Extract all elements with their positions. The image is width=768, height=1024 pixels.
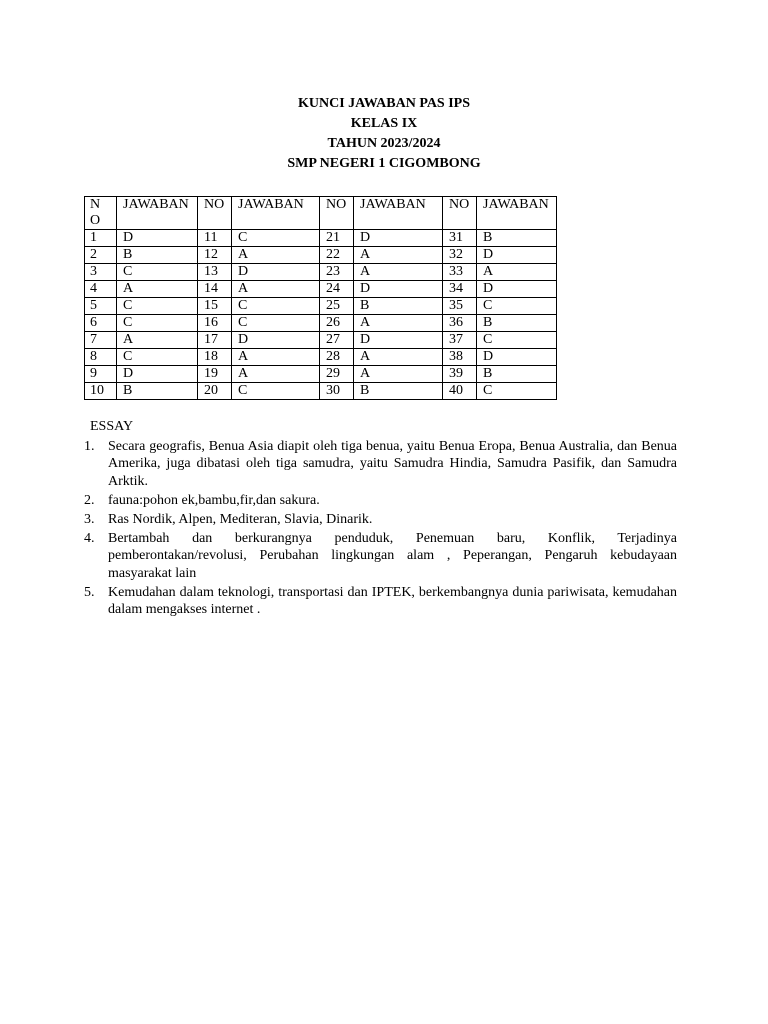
question-number-cell: 31: [443, 230, 477, 247]
essay-item-text: Ras Nordik, Alpen, Mediteran, Slavia, Dinarik.: [108, 511, 373, 527]
answer-cell: B: [354, 298, 443, 315]
answer-cell: D: [117, 366, 198, 383]
question-number-cell: 16: [198, 315, 232, 332]
question-number-cell: 39: [443, 366, 477, 383]
essay-item-number: 1.: [84, 438, 95, 454]
answer-cell: A: [354, 247, 443, 264]
answer-key-table: [84, 196, 557, 400]
question-number-cell: 6: [85, 315, 117, 332]
essay-item-text: Secara geografis, Benua Asia diapit oleh tiga benua, yaitu Benua Eropa, Benua Australia, dan Benua Amerika, juga dibatasi oleh tiga samudra, yaitu Samudra Hindia, Samudra Pasifik, dan Samudra Arktik.: [108, 438, 677, 489]
answer-cell: C: [232, 230, 320, 247]
question-number-cell: 36: [443, 315, 477, 332]
answer-cell: A: [477, 264, 557, 281]
essay-item: [84, 584, 677, 619]
question-number-cell: 4: [85, 281, 117, 298]
question-number-cell: 17: [198, 332, 232, 349]
essay-heading: ESSAY: [90, 419, 134, 434]
question-number-cell: 5: [85, 298, 117, 315]
essay-item: [84, 530, 677, 583]
essay-section: [84, 418, 677, 620]
table-row: [85, 298, 557, 315]
question-number-cell: 20: [198, 383, 232, 400]
table-row: [85, 383, 557, 400]
essay-item-text: Bertambah dan berkurangnya penduduk, Penemuan baru, Konflik, Terjadinya pemberontakan/revolusi, Perubahan lingkungan alam , Peperangan, Pengaruh kebudayaan masyarakat lain: [108, 530, 677, 581]
answer-cell: C: [477, 383, 557, 400]
question-number-cell: 35: [443, 298, 477, 315]
essay-item-text: Kemudahan dalam teknologi, transportasi dan IPTEK, berkembangnya dunia pariwisata, kemudahan dalam mengakses internet .: [108, 584, 677, 617]
essay-item-text: fauna:pohon ek,bambu,fir,dan sakura.: [108, 492, 320, 508]
essay-item: [84, 492, 677, 510]
column-header-jawaban: JAWABAN: [477, 197, 557, 230]
question-number-cell: 1: [85, 230, 117, 247]
answer-cell: A: [117, 332, 198, 349]
answer-cell: D: [477, 247, 557, 264]
answer-cell: C: [232, 383, 320, 400]
answer-cell: A: [354, 315, 443, 332]
answer-cell: A: [117, 281, 198, 298]
title-line-4: SMP NEGERI 1 CIGOMBONG: [287, 156, 481, 171]
column-header-jawaban: JAWABAN: [354, 197, 443, 230]
column-header-jawaban: JAWABAN: [117, 197, 198, 230]
essay-item: [84, 511, 677, 529]
question-number-cell: 3: [85, 264, 117, 281]
title-line-3: TAHUN 2023/2024: [327, 136, 441, 151]
essay-item-number: 5.: [84, 584, 95, 600]
question-number-cell: 25: [320, 298, 354, 315]
question-number-cell: 19: [198, 366, 232, 383]
question-number-cell: 34: [443, 281, 477, 298]
question-number-cell: 26: [320, 315, 354, 332]
table-row: [85, 230, 557, 247]
question-number-cell: 10: [85, 383, 117, 400]
title-line-2: KELAS IX: [350, 116, 418, 131]
answer-cell: A: [354, 349, 443, 366]
answer-cell: A: [354, 264, 443, 281]
question-number-cell: 13: [198, 264, 232, 281]
essay-item-number: 3.: [84, 511, 95, 527]
question-number-cell: 33: [443, 264, 477, 281]
question-number-cell: 28: [320, 349, 354, 366]
question-number-cell: 8: [85, 349, 117, 366]
essay-item-number: 2.: [84, 492, 95, 508]
answer-cell: C: [117, 315, 198, 332]
column-header-no: NO: [85, 197, 117, 230]
question-number-cell: 15: [198, 298, 232, 315]
answer-cell: B: [117, 383, 198, 400]
table-row: [85, 349, 557, 366]
question-number-cell: 14: [198, 281, 232, 298]
column-header-jawaban: JAWABAN: [232, 197, 320, 230]
answer-cell: A: [354, 366, 443, 383]
table-row: [85, 366, 557, 383]
answer-cell: B: [477, 366, 557, 383]
question-number-cell: 29: [320, 366, 354, 383]
table-header-row: [85, 197, 557, 230]
question-number-cell: 23: [320, 264, 354, 281]
question-number-cell: 2: [85, 247, 117, 264]
question-number-cell: 21: [320, 230, 354, 247]
question-number-cell: 37: [443, 332, 477, 349]
table-row: [85, 247, 557, 264]
column-header-no: NO: [443, 197, 477, 230]
question-number-cell: 11: [198, 230, 232, 247]
answer-cell: D: [232, 332, 320, 349]
document-title: [0, 94, 768, 174]
answer-cell: C: [117, 264, 198, 281]
question-number-cell: 27: [320, 332, 354, 349]
essay-item: [84, 438, 677, 491]
essay-item-number: 4.: [84, 530, 95, 546]
column-header-no: NO: [198, 197, 232, 230]
question-number-cell: 32: [443, 247, 477, 264]
answer-cell: B: [477, 230, 557, 247]
table-row: [85, 332, 557, 349]
answer-cell: C: [232, 315, 320, 332]
answer-cell: A: [232, 349, 320, 366]
answer-cell: D: [354, 281, 443, 298]
question-number-cell: 24: [320, 281, 354, 298]
table-row: [85, 281, 557, 298]
answer-cell: C: [117, 298, 198, 315]
answer-cell: A: [232, 366, 320, 383]
answer-cell: D: [117, 230, 198, 247]
table-row: [85, 264, 557, 281]
column-header-no: NO: [320, 197, 354, 230]
answer-cell: B: [477, 315, 557, 332]
answer-cell: D: [232, 264, 320, 281]
answer-cell: D: [477, 349, 557, 366]
answer-cell: C: [477, 298, 557, 315]
table-row: [85, 315, 557, 332]
question-number-cell: 40: [443, 383, 477, 400]
question-number-cell: 9: [85, 366, 117, 383]
answer-cell: D: [354, 332, 443, 349]
answer-cell: D: [477, 281, 557, 298]
question-number-cell: 22: [320, 247, 354, 264]
question-number-cell: 18: [198, 349, 232, 366]
answer-cell: C: [117, 349, 198, 366]
answer-cell: B: [117, 247, 198, 264]
answer-cell: B: [354, 383, 443, 400]
answer-cell: C: [477, 332, 557, 349]
essay-list: [84, 438, 677, 619]
answer-cell: C: [232, 298, 320, 315]
answer-cell: D: [354, 230, 443, 247]
question-number-cell: 38: [443, 349, 477, 366]
question-number-cell: 30: [320, 383, 354, 400]
title-line-1: KUNCI JAWABAN PAS IPS: [297, 96, 471, 111]
question-number-cell: 7: [85, 332, 117, 349]
answer-cell: A: [232, 281, 320, 298]
question-number-cell: 12: [198, 247, 232, 264]
answer-cell: A: [232, 247, 320, 264]
